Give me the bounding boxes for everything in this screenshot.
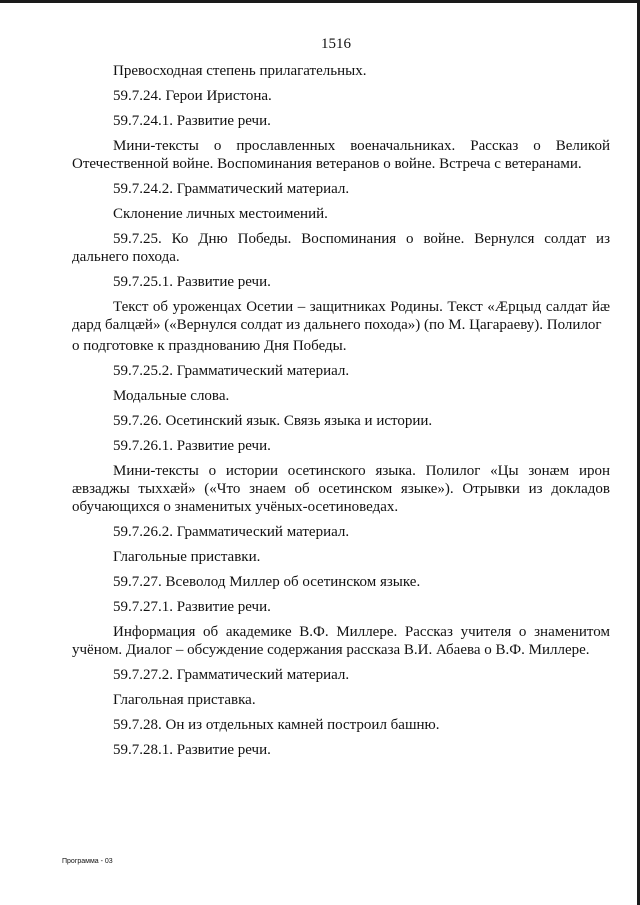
subsection-heading: 59.7.27.1. Развитие речи. xyxy=(113,599,271,615)
scan-edge-top xyxy=(0,0,640,3)
subsection-heading: 59.7.25.2. Грамматический материал. xyxy=(113,363,350,379)
subsection-heading: 59.7.27.2. Грамматический материал. xyxy=(113,667,350,683)
section-heading: 59.7.24. Герои Иристона. xyxy=(113,88,272,104)
page-footer: Программа - 03 xyxy=(62,858,113,865)
paragraph: Склонение личных местоимений. xyxy=(113,206,328,222)
subsection-heading: 59.7.26.1. Развитие речи. xyxy=(113,438,271,454)
paragraph: Мини-тексты о истории осетинского языка. Полилог «Цы зонæм ирон æвзаджы тыххæй» («Что знаем об осетинском языке»). Отрывки из докладов обучающихся о знаменитых учёных-осетиноведах. xyxy=(72,463,610,515)
paragraph: Мини-тексты о прославленных военачальниках. Рассказ о Великой Отечественной войне. Воспоминания ветеранов о войне. Встреча с ветеранами. xyxy=(72,138,610,172)
page-number: 1516 xyxy=(321,36,351,52)
section-heading: 59.7.25. Ко Дню Победы. Воспоминания о войне. Вернулся солдат из дальнего похода. xyxy=(72,231,610,265)
subsection-heading: 59.7.25.1. Развитие речи. xyxy=(113,274,271,290)
paragraph: Глагольная приставка. xyxy=(113,692,256,708)
subsection-heading: 59.7.24.1. Развитие речи. xyxy=(113,113,271,129)
paragraph: Текст об уроженцах Осетии – защитниках Родины. Текст «Ӕрцыд салдат йæ дард балцæй» («Вернулся солдат из дальнего похода») (по М. Цагараеву). Полилог xyxy=(72,299,610,333)
document-body xyxy=(72,62,610,766)
paragraph: Информация об академике В.Ф. Миллере. Рассказ учителя о знаменитом учёном. Диалог – обсуждение содержания рассказа В.И. Абаева о В.Ф. Миллере. xyxy=(72,624,610,658)
paragraph: Превосходная степень прилагательных. xyxy=(113,63,367,79)
subsection-heading: 59.7.26.2. Грамматический материал. xyxy=(113,524,350,540)
paragraph: Глагольные приставки. xyxy=(113,549,261,565)
section-heading: 59.7.26. Осетинский язык. Связь языка и истории. xyxy=(113,413,433,429)
section-heading: 59.7.27. Всеволод Миллер об осетинском языке. xyxy=(113,574,421,590)
subsection-heading: 59.7.28.1. Развитие речи. xyxy=(113,742,271,758)
paragraph: Модальные слова. xyxy=(113,388,230,404)
paragraph: о подготовке к празднованию Дня Победы. xyxy=(72,338,347,354)
section-heading: 59.7.28. Он из отдельных камней построил башню. xyxy=(113,717,440,733)
subsection-heading: 59.7.24.2. Грамматический материал. xyxy=(113,181,350,197)
